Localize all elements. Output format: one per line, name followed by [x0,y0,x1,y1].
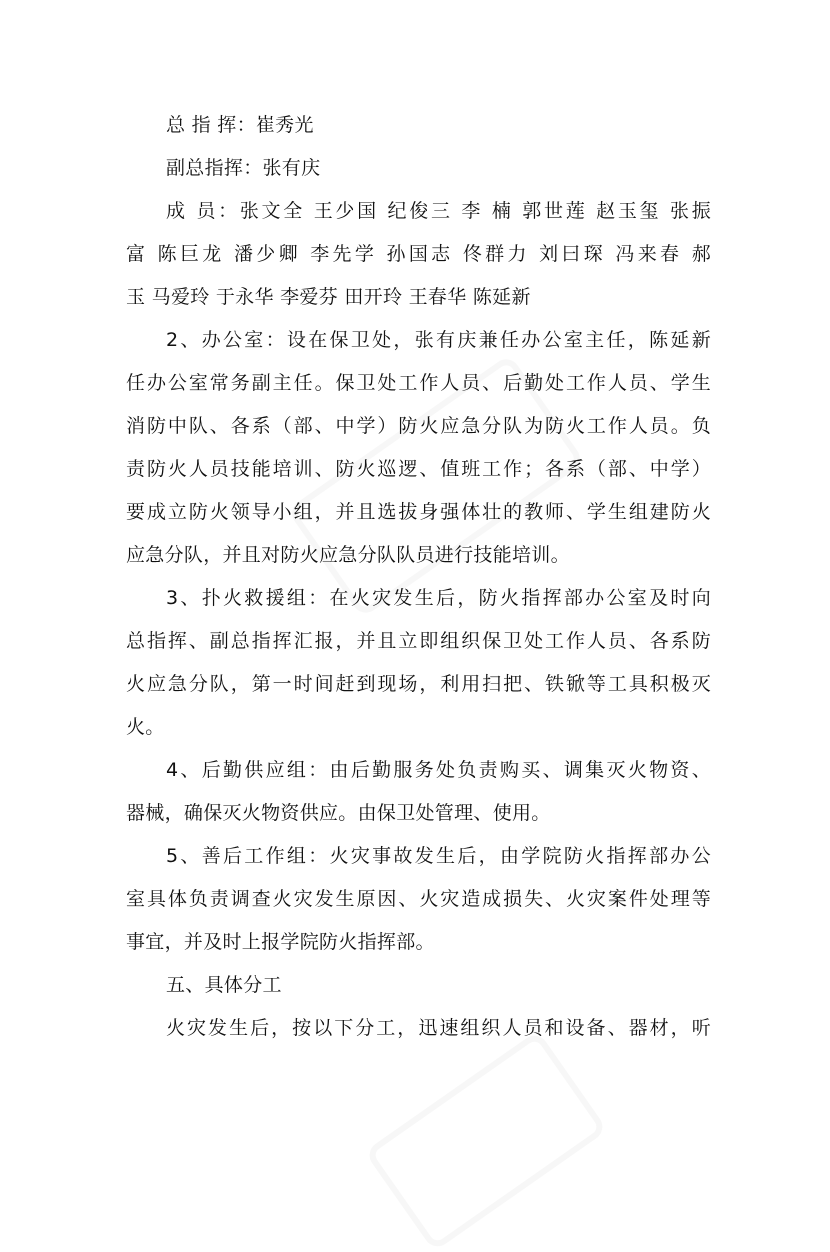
members-line: 富 陈巨龙 潘少卿 李先学 孙国志 佟群力 刘曰琛 冯来春 郝 [126,243,711,265]
paragraph-line: 消防中队、各系（部、中学）防火应急分队为防火工作人员。负 [126,415,711,437]
paragraph-line: 应急分队，并且对防火应急分队队员进行技能培训。 [126,544,570,566]
members-line: 成 员：张文全 王少国 纪俊三 李 楠 郭世莲 赵玉玺 张振 [166,200,711,222]
paragraph-line: 责防火人员技能培训、防火巡逻、值班工作；各系（部、中学） [126,458,711,480]
members-line: 玉 马爱玲 于永华 李爱芬 田开玲 王春华 陈延新 [126,286,531,308]
paragraph-line: 事宜，并及时上报学院防火指挥部。 [126,931,435,953]
paragraph-line: 任办公室常务副主任。保卫处工作人员、后勤处工作人员、学生 [126,372,711,394]
paragraph-line: 室具体负责调查火灾发生原因、火灾造成损失、火灾案件处理等 [126,888,711,910]
paragraph-line: 4、后勤供应组：由后勤服务处负责购买、调集灭火物资、 [166,759,711,781]
paragraph-line: 总指挥、副总指挥汇报，并且立即组织保卫处工作人员、各系防 [126,630,711,652]
paragraph-line: 2、办公室：设在保卫处，张有庆兼任办公室主任，陈延新 [166,329,711,351]
paragraph-line: 3、扑火救援组：在火灾发生后，防火指挥部办公室及时向 [166,587,711,609]
paragraph-line: 火灾发生后，按以下分工，迅速组织人员和设备、器材，听 [166,1017,711,1039]
paragraph-line: 火应急分队，第一时间赶到现场，利用扫把、铁锨等工具积极灭 [126,673,711,695]
paragraph-line: 火。 [126,716,165,738]
paragraph-line: 5、善后工作组：火灾事故发生后，由学院防火指挥部办公 [166,845,711,867]
paragraph-line: 器械，确保灭火物资供应。由保卫处管理、使用。 [126,802,551,824]
paragraph-line: 要成立防火领导小组，并且选拔身强体壮的教师、学生组建防火 [126,501,711,523]
document-body [126,104,711,1050]
commander-line: 总 指 挥：崔秀光 [166,114,314,136]
section-heading: 五、具体分工 [166,974,282,996]
deputy-commander-line: 副总指挥：张有庆 [166,157,321,179]
watermark [364,1030,608,1252]
